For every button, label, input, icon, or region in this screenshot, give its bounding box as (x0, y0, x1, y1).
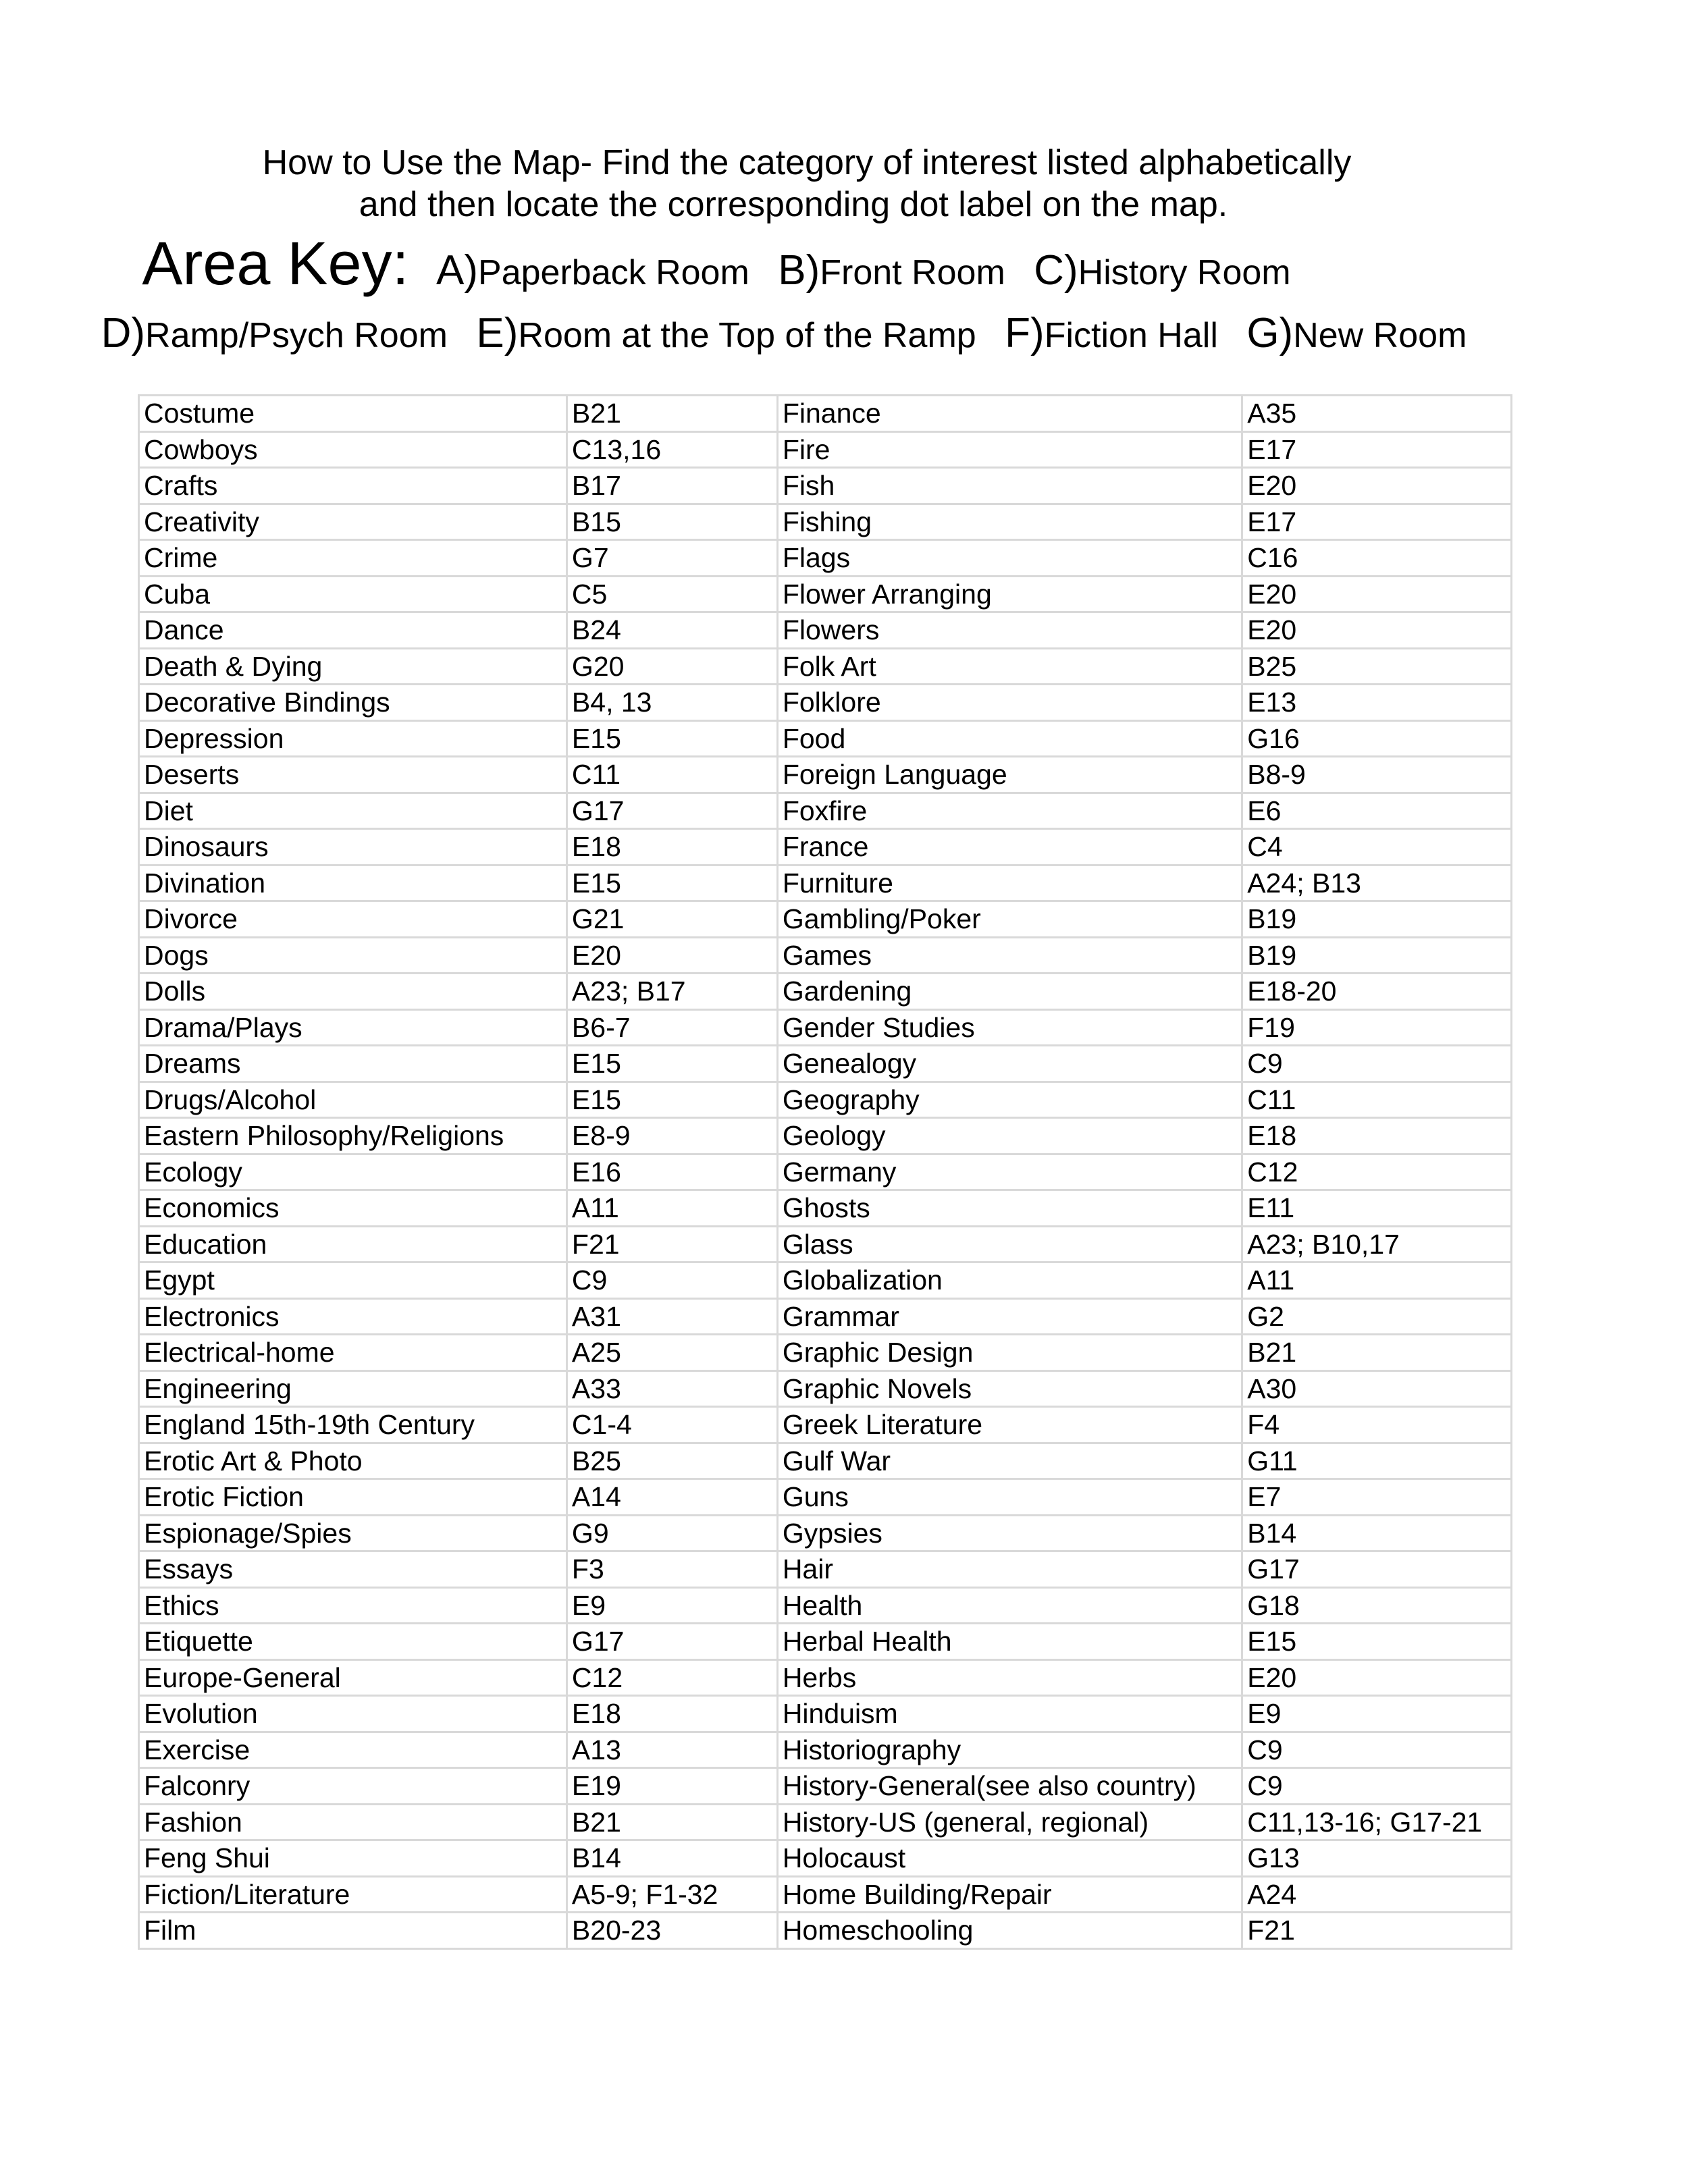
room-name: Ramp/Psych Room (145, 316, 448, 355)
location-left: C11 (566, 757, 777, 793)
category-left: Fiction/Literature (139, 1876, 567, 1913)
category-left: Engineering (139, 1370, 567, 1407)
location-left: E19 (566, 1768, 777, 1805)
category-right: Ghosts (777, 1190, 1242, 1227)
location-right: E17 (1242, 504, 1512, 540)
room-letter: D) (101, 310, 146, 356)
category-right: Gardening (777, 974, 1242, 1010)
category-right: Hair (777, 1551, 1242, 1588)
location-right: E20 (1242, 576, 1512, 612)
area-key-room-b (778, 246, 1005, 294)
table-row (139, 1768, 1512, 1805)
location-left: E15 (566, 1046, 777, 1082)
category-right: Gulf War (777, 1443, 1242, 1479)
category-right: Germany (777, 1154, 1242, 1190)
area-key-room-c (1034, 246, 1290, 294)
table-row (139, 1840, 1512, 1877)
room-name: New Room (1293, 316, 1467, 355)
room-letter: A) (436, 247, 479, 294)
location-right: C11,13-16; G17-21 (1242, 1804, 1512, 1840)
category-left: Feng Shui (139, 1840, 567, 1877)
category-left: Cuba (139, 576, 567, 612)
table-row (139, 1046, 1512, 1082)
location-left: E15 (566, 720, 777, 757)
location-left: C5 (566, 576, 777, 612)
category-right: Gender Studies (777, 1009, 1242, 1046)
area-key-title: Area Key: (142, 230, 409, 298)
category-left: Electronics (139, 1298, 567, 1335)
location-left: B4, 13 (566, 685, 777, 721)
category-right: Fishing (777, 504, 1242, 540)
category-right: Foxfire (777, 793, 1242, 829)
category-right: Folk Art (777, 648, 1242, 685)
location-right: G2 (1242, 1298, 1512, 1335)
location-left: A23; B17 (566, 974, 777, 1010)
category-right: Health (777, 1587, 1242, 1624)
category-left: Drama/Plays (139, 1009, 567, 1046)
category-left: Dogs (139, 937, 567, 974)
category-right: Historiography (777, 1732, 1242, 1768)
location-left: B15 (566, 504, 777, 540)
category-right: Hinduism (777, 1696, 1242, 1732)
category-right: Folklore (777, 685, 1242, 721)
category-left: Crime (139, 540, 567, 577)
category-left: England 15th-19th Century (139, 1407, 567, 1443)
area-key-room-d (101, 309, 448, 357)
category-left: Europe-General (139, 1659, 567, 1696)
location-left: A25 (566, 1335, 777, 1371)
area-key-room-g (1246, 309, 1467, 357)
category-right: Genealogy (777, 1046, 1242, 1082)
location-right: F4 (1242, 1407, 1512, 1443)
table-row (139, 901, 1512, 938)
location-right: C4 (1242, 829, 1512, 865)
location-right: G18 (1242, 1587, 1512, 1624)
category-right: Glass (777, 1226, 1242, 1262)
table-row (139, 1913, 1512, 1949)
table-row (139, 1624, 1512, 1660)
location-left: C9 (566, 1262, 777, 1299)
table-row (139, 1335, 1512, 1371)
category-right: Gypsies (777, 1515, 1242, 1551)
location-right: C9 (1242, 1046, 1512, 1082)
category-right: Homeschooling (777, 1913, 1242, 1949)
category-right: Games (777, 937, 1242, 974)
category-right: Flowers (777, 612, 1242, 649)
category-left: Dolls (139, 974, 567, 1010)
table-row (139, 1876, 1512, 1913)
location-left: B24 (566, 612, 777, 649)
category-right: Foreign Language (777, 757, 1242, 793)
table-row (139, 648, 1512, 685)
category-left: Fashion (139, 1804, 567, 1840)
category-left: Egypt (139, 1262, 567, 1299)
table-row (139, 540, 1512, 577)
table-row (139, 1515, 1512, 1551)
location-left: B21 (566, 396, 777, 432)
category-right: History-US (general, regional) (777, 1804, 1242, 1840)
table-row (139, 793, 1512, 829)
location-left: C1-4 (566, 1407, 777, 1443)
category-left: Death & Dying (139, 648, 567, 685)
location-left: A11 (566, 1190, 777, 1227)
location-left: G7 (566, 540, 777, 577)
category-left: Education (139, 1226, 567, 1262)
table-row (139, 1118, 1512, 1154)
location-right: G17 (1242, 1551, 1512, 1588)
location-left: A33 (566, 1370, 777, 1407)
area-key-line-1 (0, 230, 1573, 299)
table-row (139, 1551, 1512, 1588)
category-left: Falconry (139, 1768, 567, 1805)
category-right: Food (777, 720, 1242, 757)
category-left: Divination (139, 865, 567, 901)
category-left: Eastern Philosophy/Religions (139, 1118, 567, 1154)
location-left: F3 (566, 1551, 777, 1588)
table-row (139, 1696, 1512, 1732)
area-key-room-f (1005, 309, 1218, 357)
category-right: Greek Literature (777, 1407, 1242, 1443)
instructions (0, 142, 1688, 225)
location-left: F21 (566, 1226, 777, 1262)
location-right: E18-20 (1242, 974, 1512, 1010)
room-name: Paperback Room (478, 253, 749, 292)
category-left: Divorce (139, 901, 567, 938)
table-row (139, 757, 1512, 793)
location-left: E20 (566, 937, 777, 974)
location-left: A13 (566, 1732, 777, 1768)
table-row (139, 1190, 1512, 1227)
category-right: Geology (777, 1118, 1242, 1154)
location-left: B25 (566, 1443, 777, 1479)
category-right: Flags (777, 540, 1242, 577)
category-left: Deserts (139, 757, 567, 793)
category-left: Economics (139, 1190, 567, 1227)
location-right: G13 (1242, 1840, 1512, 1877)
location-right: E20 (1242, 1659, 1512, 1696)
location-left: B17 (566, 468, 777, 504)
location-left: E8-9 (566, 1118, 777, 1154)
location-right: E15 (1242, 1624, 1512, 1660)
category-left: Depression (139, 720, 567, 757)
category-right: Furniture (777, 865, 1242, 901)
category-left: Ethics (139, 1587, 567, 1624)
table-row (139, 1226, 1512, 1262)
room-name: Front Room (820, 253, 1005, 292)
location-left: A31 (566, 1298, 777, 1335)
category-left: Creativity (139, 504, 567, 540)
table-row (139, 1154, 1512, 1190)
category-right: Gambling/Poker (777, 901, 1242, 938)
category-left: Drugs/Alcohol (139, 1082, 567, 1118)
location-right: E17 (1242, 431, 1512, 468)
table-row (139, 431, 1512, 468)
location-right: B19 (1242, 937, 1512, 974)
room-name: History Room (1078, 253, 1291, 292)
location-right: E20 (1242, 612, 1512, 649)
location-right: A11 (1242, 1262, 1512, 1299)
table-row (139, 576, 1512, 612)
location-right: B21 (1242, 1335, 1512, 1371)
category-table-body (139, 396, 1512, 1949)
location-right: C9 (1242, 1768, 1512, 1805)
category-left: Cowboys (139, 431, 567, 468)
location-left: E18 (566, 829, 777, 865)
category-left: Espionage/Spies (139, 1515, 567, 1551)
category-left: Dinosaurs (139, 829, 567, 865)
location-left: C13,16 (566, 431, 777, 468)
table-row (139, 1082, 1512, 1118)
category-right: Herbs (777, 1659, 1242, 1696)
location-right: F19 (1242, 1009, 1512, 1046)
room-letter: B) (778, 247, 820, 294)
category-left: Dance (139, 612, 567, 649)
location-left: B14 (566, 1840, 777, 1877)
location-left: B20-23 (566, 1913, 777, 1949)
location-right: A24 (1242, 1876, 1512, 1913)
room-name: Fiction Hall (1044, 316, 1218, 355)
room-name: Room at the Top of the Ramp (518, 316, 976, 355)
location-right: F21 (1242, 1913, 1512, 1949)
category-right: Graphic Design (777, 1335, 1242, 1371)
category-left: Diet (139, 793, 567, 829)
table-row (139, 720, 1512, 757)
location-left: E18 (566, 1696, 777, 1732)
table-row (139, 504, 1512, 540)
category-left: Erotic Fiction (139, 1479, 567, 1516)
table-row (139, 468, 1512, 504)
location-right: C12 (1242, 1154, 1512, 1190)
category-left: Essays (139, 1551, 567, 1588)
location-right: A30 (1242, 1370, 1512, 1407)
category-left: Dreams (139, 1046, 567, 1082)
table-row (139, 865, 1512, 901)
table-row (139, 1587, 1512, 1624)
location-right: C9 (1242, 1732, 1512, 1768)
location-left: B21 (566, 1804, 777, 1840)
area-key-room-e (476, 309, 976, 357)
category-right: Fish (777, 468, 1242, 504)
category-right: Grammar (777, 1298, 1242, 1335)
table-row (139, 685, 1512, 721)
location-right: E18 (1242, 1118, 1512, 1154)
location-left: A5-9; F1-32 (566, 1876, 777, 1913)
category-right: Holocaust (777, 1840, 1242, 1877)
category-right: France (777, 829, 1242, 865)
table-row (139, 829, 1512, 865)
location-right: A23; B10,17 (1242, 1226, 1512, 1262)
category-right: Globalization (777, 1262, 1242, 1299)
category-right: Finance (777, 396, 1242, 432)
category-left: Crafts (139, 468, 567, 504)
instructions-line-1: How to Use the Map- Find the category of interest listed alphabetically (262, 143, 1352, 182)
table-row (139, 1659, 1512, 1696)
location-right: B8-9 (1242, 757, 1512, 793)
table-row (139, 1443, 1512, 1479)
table-row (139, 1479, 1512, 1516)
room-letter: F) (1005, 310, 1045, 356)
location-right: C16 (1242, 540, 1512, 577)
table-row (139, 1298, 1512, 1335)
category-left: Ecology (139, 1154, 567, 1190)
table-row (139, 612, 1512, 649)
category-left: Etiquette (139, 1624, 567, 1660)
location-left: E15 (566, 865, 777, 901)
table-row (139, 1732, 1512, 1768)
location-left: G20 (566, 648, 777, 685)
location-right: A24; B13 (1242, 865, 1512, 901)
category-location-table (138, 394, 1512, 1950)
location-right: B14 (1242, 1515, 1512, 1551)
location-left: E9 (566, 1587, 777, 1624)
location-right: E7 (1242, 1479, 1512, 1516)
category-left: Exercise (139, 1732, 567, 1768)
category-right: Graphic Novels (777, 1370, 1242, 1407)
table-row (139, 1407, 1512, 1443)
location-right: E13 (1242, 685, 1512, 721)
location-right: E9 (1242, 1696, 1512, 1732)
area-key-line-2 (0, 309, 1641, 357)
location-left: G9 (566, 1515, 777, 1551)
area-key-room-a (436, 246, 749, 294)
location-left: E16 (566, 1154, 777, 1190)
category-left: Erotic Art & Photo (139, 1443, 567, 1479)
category-left: Decorative Bindings (139, 685, 567, 721)
room-letter: C) (1034, 247, 1078, 294)
category-right: Home Building/Repair (777, 1876, 1242, 1913)
location-right: E6 (1242, 793, 1512, 829)
location-left: A14 (566, 1479, 777, 1516)
category-right: Flower Arranging (777, 576, 1242, 612)
location-left: E15 (566, 1082, 777, 1118)
category-right: History-General(see also country) (777, 1768, 1242, 1805)
location-right: E20 (1242, 468, 1512, 504)
location-left: B6-7 (566, 1009, 777, 1046)
location-right: G11 (1242, 1443, 1512, 1479)
category-left: Evolution (139, 1696, 567, 1732)
category-right: Fire (777, 431, 1242, 468)
table-row (139, 1370, 1512, 1407)
location-left: G21 (566, 901, 777, 938)
room-letter: E) (476, 310, 519, 356)
location-right: B19 (1242, 901, 1512, 938)
table-row (139, 1262, 1512, 1299)
table-row (139, 974, 1512, 1010)
category-left: Film (139, 1913, 567, 1949)
category-right: Geography (777, 1082, 1242, 1118)
location-left: C12 (566, 1659, 777, 1696)
instructions-line-2: and then locate the corresponding dot label on the map. (359, 185, 1228, 224)
location-right: C11 (1242, 1082, 1512, 1118)
location-right: E11 (1242, 1190, 1512, 1227)
category-right: Herbal Health (777, 1624, 1242, 1660)
room-letter: G) (1246, 310, 1294, 356)
table-row (139, 1804, 1512, 1840)
location-right: G16 (1242, 720, 1512, 757)
category-left: Electrical-home (139, 1335, 567, 1371)
table-row (139, 937, 1512, 974)
table-row (139, 396, 1512, 432)
location-left: G17 (566, 1624, 777, 1660)
location-left: G17 (566, 793, 777, 829)
table-row (139, 1009, 1512, 1046)
category-right: Guns (777, 1479, 1242, 1516)
location-right: A35 (1242, 396, 1512, 432)
category-left: Costume (139, 396, 567, 432)
location-right: B25 (1242, 648, 1512, 685)
